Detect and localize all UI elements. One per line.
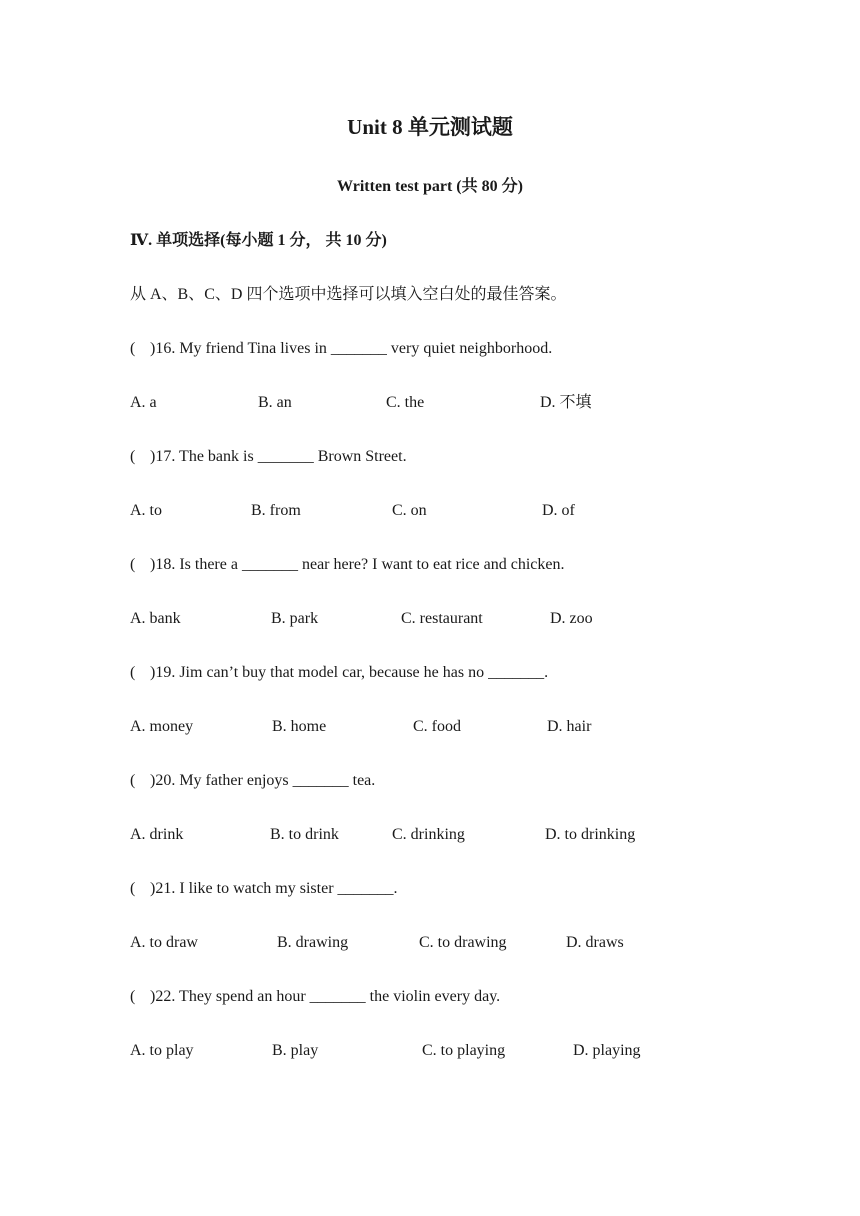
option-c: C. to playing [422,1042,506,1059]
question-stem [130,769,375,793]
question-text: )16. My friend Tina lives in _______ very quiet neighborhood. [150,340,553,357]
option-d: D. zoo [550,610,593,627]
page-title: Unit 8 单元测试题 [347,115,513,139]
answer-blank: ( [130,664,136,681]
option-d: D. of [542,502,575,519]
option-b: B. play [272,1042,319,1059]
question-text: )18. Is there a _______ near here? I want to eat rice and chicken. [150,556,565,573]
option-d: D. to drinking [545,826,636,843]
option-d: D. draws [566,934,624,951]
question-stem [130,445,407,469]
question-stem [130,553,564,577]
option-a: A. bank [130,610,181,627]
option-b: B. park [271,610,319,627]
option-b: B. home [272,718,327,735]
option-b: B. from [251,502,301,519]
option-a: A. money [130,718,194,735]
option-a: A. to draw [130,934,198,951]
option-c: C. drinking [392,826,465,843]
option-c: C. to drawing [419,934,507,951]
question-stem [130,877,398,901]
question-text: )17. The bank is _______ Brown Street. [150,448,407,465]
instructions: 从 A、B、C、D 四个选项中选择可以填入空白处的最佳答案。 [130,286,567,303]
option-c: C. the [386,394,425,411]
answer-blank: ( [130,988,136,1005]
option-b: B. to drink [270,826,339,843]
question-text: )19. Jim can’t buy that model car, because he has no _______. [150,664,549,681]
option-a: A. to play [130,1042,194,1059]
answer-blank: ( [130,880,136,897]
option-a: A. to [130,502,162,519]
option-c: C. food [413,718,461,735]
question-stem [130,985,500,1009]
option-b: B. an [258,394,292,411]
section-heading: Ⅳ. 单项选择(每小题 1 分， 共 10 分) [130,232,387,249]
answer-blank: ( [130,448,136,465]
answer-blank: ( [130,772,136,789]
option-d: D. hair [547,718,592,735]
answer-blank: ( [130,556,136,573]
question-text: )21. I like to watch my sister _______. [150,880,398,897]
question-stem [130,337,552,361]
option-b: B. drawing [277,934,349,951]
option-c: C. on [392,502,427,519]
option-d: D. playing [573,1042,641,1059]
answer-blank: ( [130,340,136,357]
question-stem [130,661,548,685]
option-d: D. 不填 [540,394,592,411]
option-a: A. a [130,394,157,411]
question-text: )22. They spend an hour _______ the violin every day. [150,988,501,1005]
question-text: )20. My father enjoys _______ tea. [150,772,376,789]
option-c: C. restaurant [401,610,483,627]
option-a: A. drink [130,826,184,843]
page-subtitle: Written test part (共 80 分) [337,178,523,195]
